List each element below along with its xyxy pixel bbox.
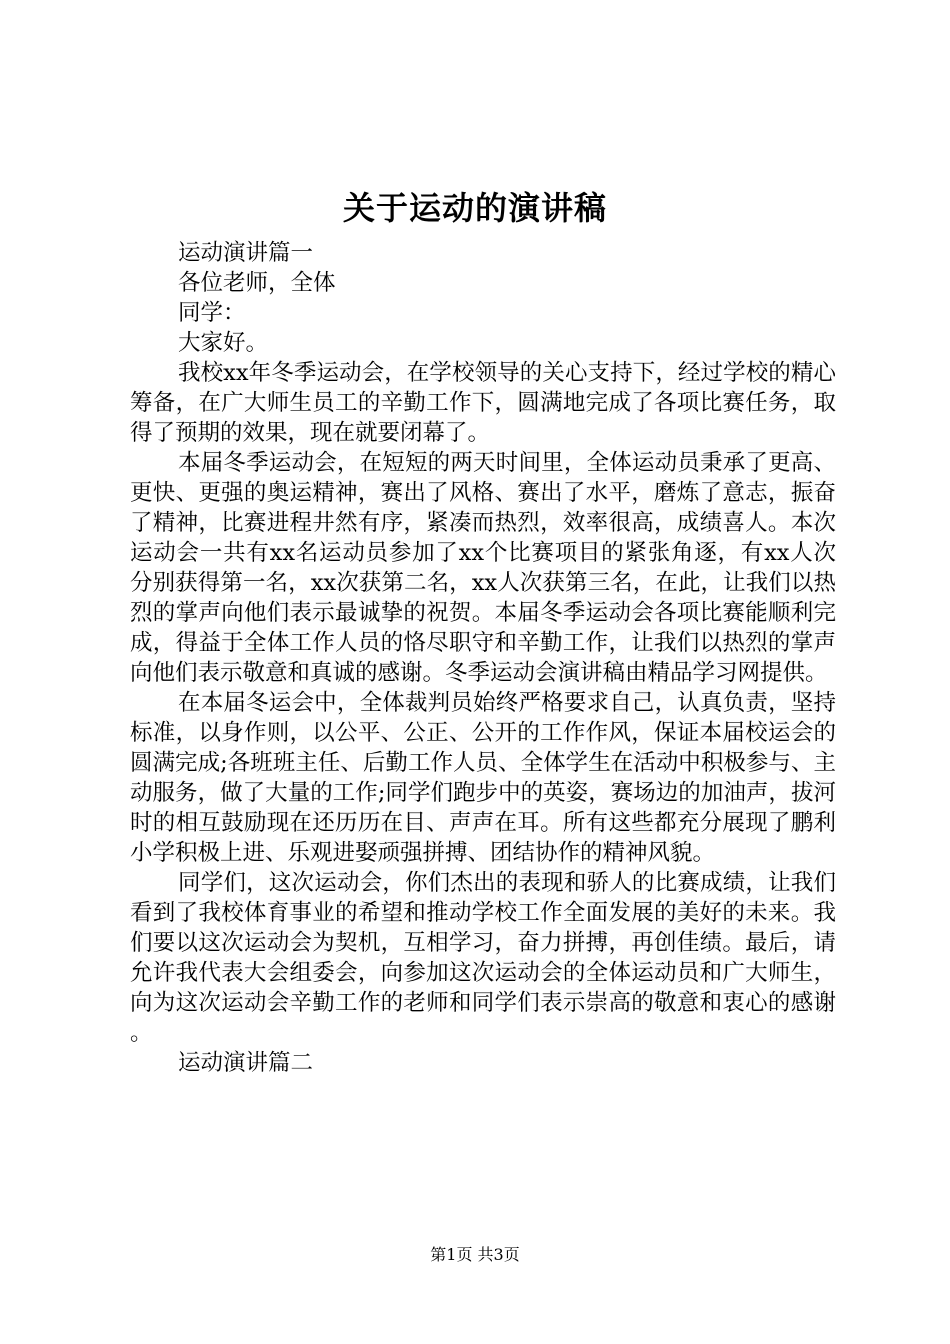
section-heading: 运动演讲篇一	[178, 240, 314, 266]
section-heading: 运动演讲篇二	[178, 1050, 314, 1076]
salutation-line: 同学：	[178, 300, 246, 326]
page-footer: 第1页 共3页	[430, 1245, 520, 1264]
body-paragraph: 我校xx年冬季运动会，在学校领导的关心支持下，经过学校的精心筹备，在广大师生员工的辛勤工作下，圆满地完成了各项比赛任务，取得了预期的效果，现在就要闭幕了。	[130, 360, 836, 446]
body-paragraph: 同学们，这次运动会，你们杰出的表现和骄人的比赛成绩，让我们看到了我校体育事业的希望和推动学校工作全面发展的美好的未来。我们要以这次运动会为契机，互相学习，奋力拼搏，再创佳绩。最后，请允许我代表大会组委会，向参加这次运动会的全体运动员和广大师生，向为这次运动会辛勤工作的老师和同学们表示崇高的敬意和衷心的感谢。	[130, 870, 836, 1046]
greeting-line: 大家好。	[178, 330, 269, 356]
body-paragraph: 在本届冬运会中，全体裁判员始终严格要求自己，认真负责，坚持标准，以身作则，以公平、公正、公开的工作作风，保证本届校运会的圆满完成;各班班主任、后勤工作人员、全体学生在活动中积极参与、主动服务，做了大量的工作;同学们跑步中的英姿，赛场边的加油声，拔河时的相互鼓励现在还历历在目、声声在耳。所有这些都充分展现了鹏利小学积极上进、乐观进娶顽强拼搏、团结协作的精神风貌。	[130, 690, 836, 866]
salutation-line: 各位老师，全体	[178, 270, 336, 296]
document-body	[130, 238, 836, 1078]
body-paragraph: 本届冬季运动会，在短短的两天时间里，全体运动员秉承了更高、更快、更强的奥运精神，赛出了风格、赛出了水平，磨炼了意志，振奋了精神，比赛进程井然有序，紧凑而热烈，效率很高，成绩喜人。本次运动会一共有xx名运动员参加了xx个比赛项目的紧张角逐，有xx人次分别获得第一名，xx次获第二名，xx人次获第三名，在此，让我们以热烈的掌声向他们表示最诚挚的祝贺。本届冬季运动会各项比赛能顺利完成，得益于全体工作人员的恪尽职守和辛勤工作，让我们以热烈的掌声向他们表示敬意和真诚的感谢。冬季运动会演讲稿由精品学习网提供。	[130, 450, 836, 686]
document-title: 关于运动的演讲稿	[342, 189, 607, 227]
